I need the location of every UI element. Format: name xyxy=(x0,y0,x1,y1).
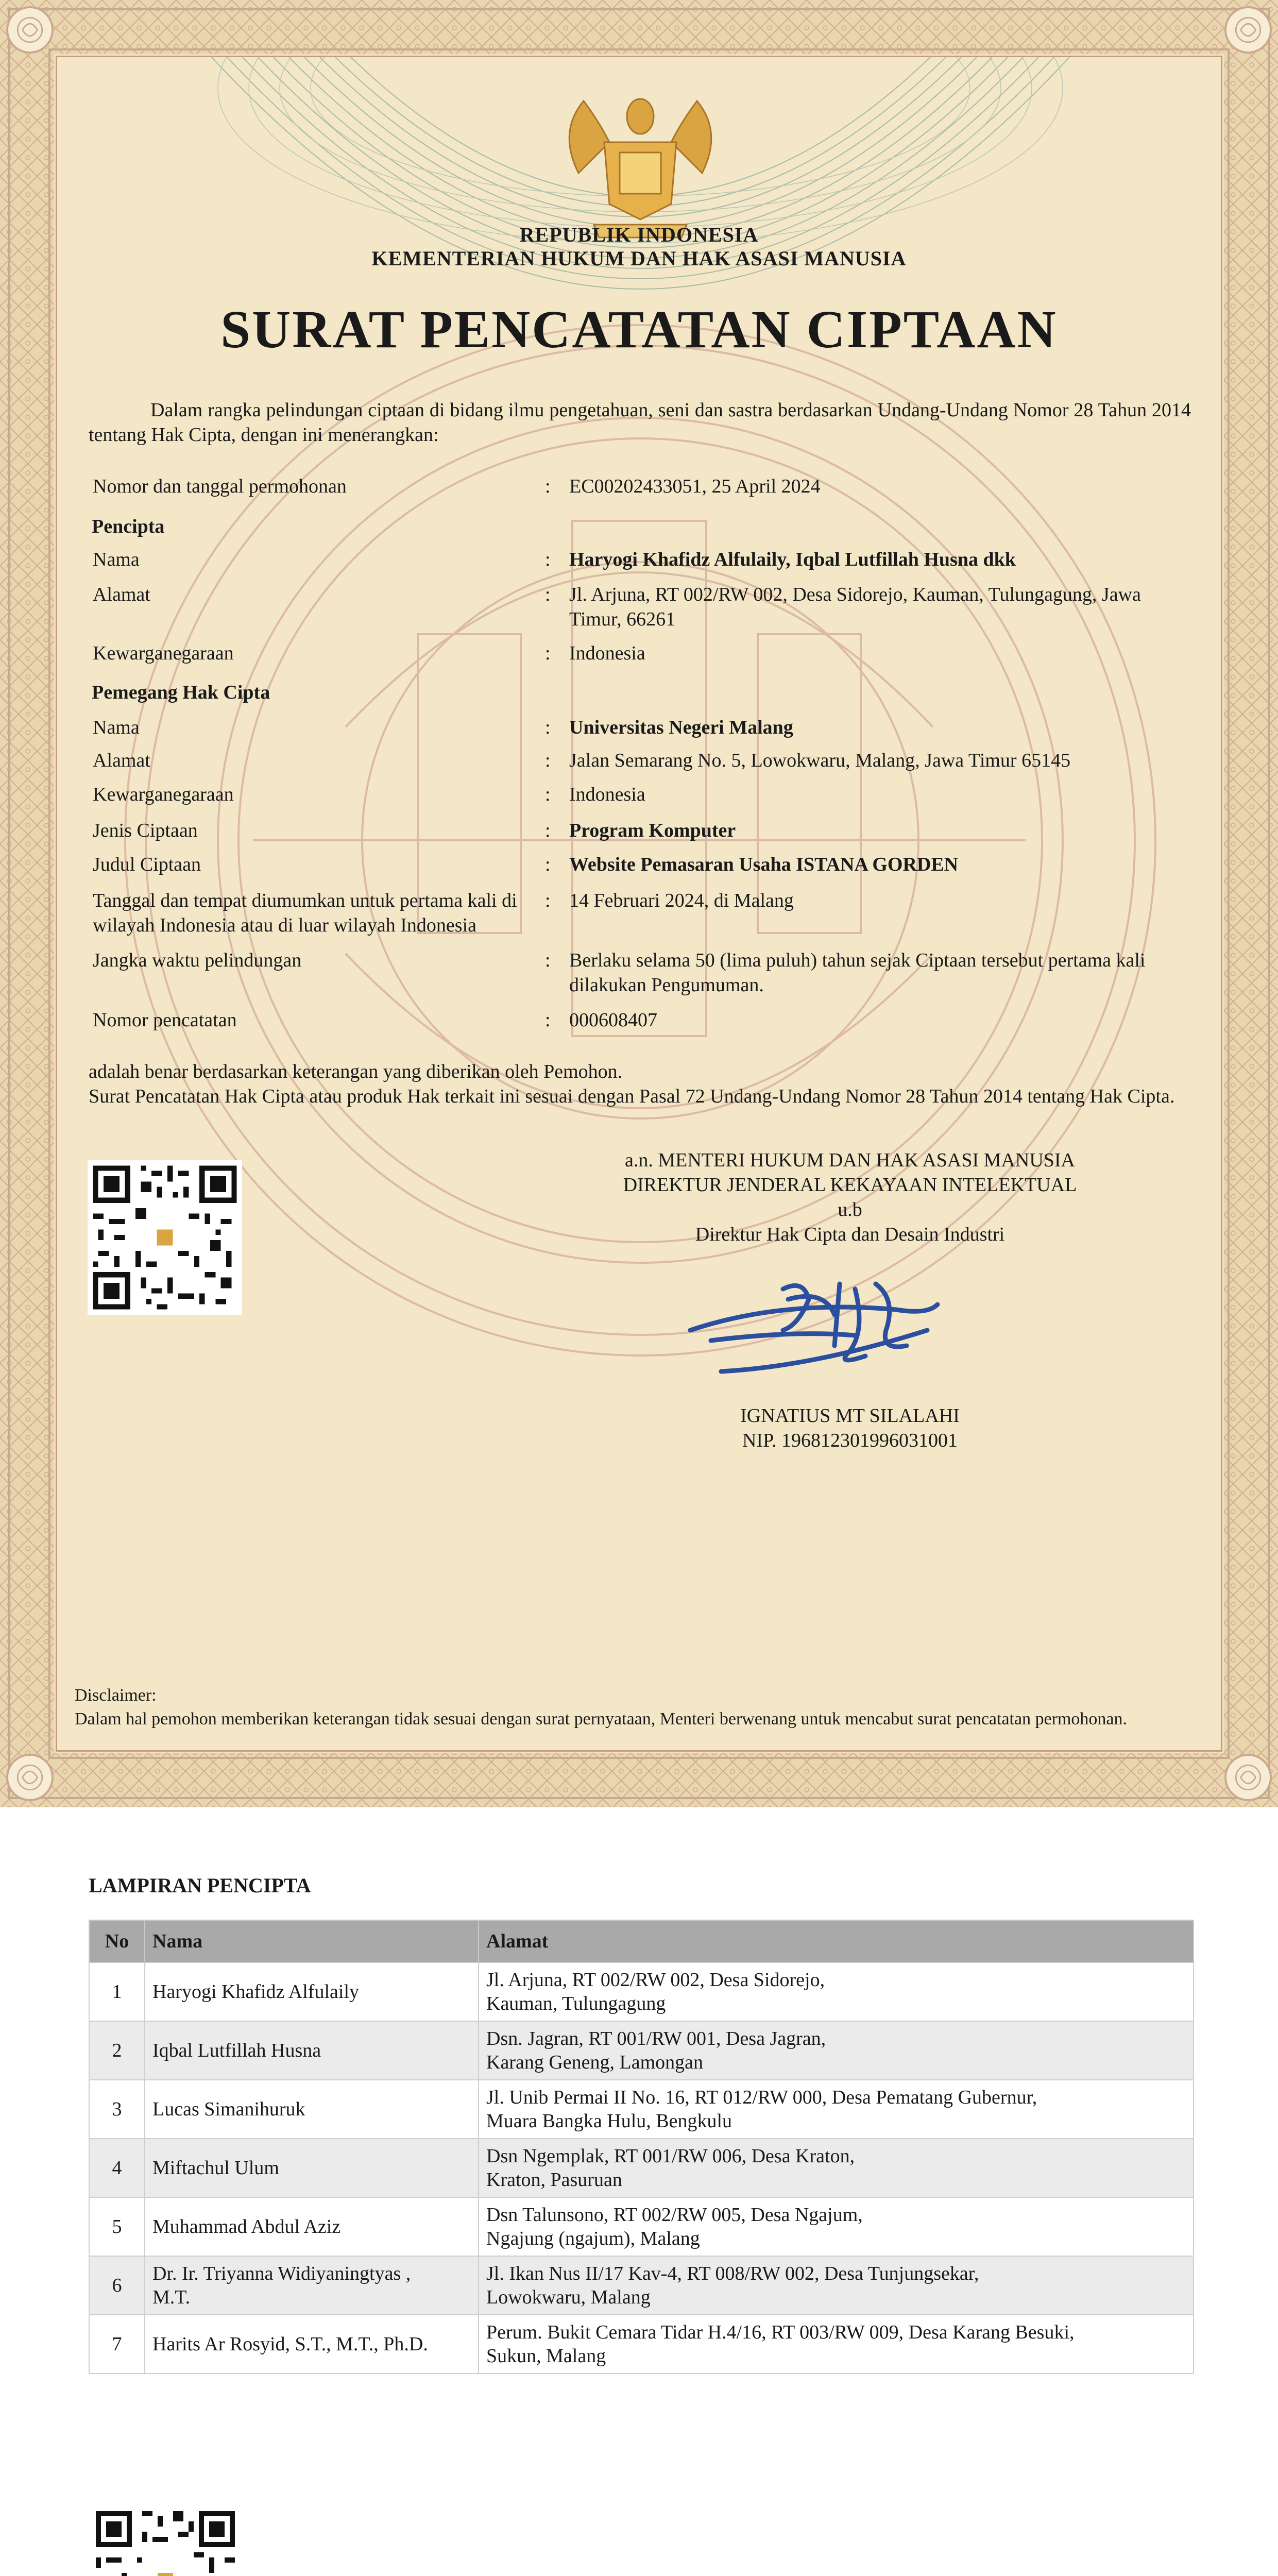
jenis-ciptaan-value: Program Komputer xyxy=(569,820,736,841)
colon: : xyxy=(545,717,551,738)
table-header-row xyxy=(89,1920,1194,1962)
row-nama: Dr. Ir. Triyanna Widiyaningtyas , M.T. xyxy=(145,2256,479,2315)
jangka-waktu-value: Berlaku selama 50 (lima puluh) tahun sejak Ciptaan tersebut pertama kali dilakukan Pengumuman. xyxy=(569,950,1146,996)
colon: : xyxy=(545,950,551,971)
row-alamat: Jl. Arjuna, RT 002/RW 002, Desa Sidorejo, Kauman, Tulungagung xyxy=(479,1962,1194,2021)
pemegang-heading: Pemegang Hak Cipta xyxy=(92,682,270,703)
lampiran-table xyxy=(89,1920,1194,2374)
row-no: 2 xyxy=(89,2021,145,2080)
row-alamat: Jl. Ikan Nus II/17 Kav-4, RT 008/RW 002, Desa Tunjungsekar, Lowokwaru, Malang xyxy=(479,2256,1194,2315)
disclaimer-label: Disclaimer: xyxy=(75,1686,157,1705)
row-no: 1 xyxy=(89,1962,145,2021)
closing-line-2: Surat Pencatatan Hak Cipta atau produk Hak terkait ini sesuai dengan Pasal 72 Undang-Undang Nomor 28 Tahun 2014 tentang Hak Cipta. xyxy=(89,1086,1175,1107)
row-nama: Lucas Simanihuruk xyxy=(145,2080,479,2139)
pemegang-nama-label: Nama xyxy=(93,717,140,738)
intro-paragraph: Dalam rangka pelindungan ciptaan di bidang ilmu pengetahuan, seni dan sastra berdasarkan Undang-Undang Nomor 28 Tahun 2014 tentang Hak Cipta, dengan ini menerangkan: xyxy=(89,399,1191,446)
page-title: SURAT PENCATATAN CIPTAAN xyxy=(220,300,1058,359)
pencipta-nama-value: Haryogi Khafidz Alfulaily, Iqbal Lutfillah Husna dkk xyxy=(569,549,1016,570)
pemegang-alamat-value: Jalan Semarang No. 5, Lowokwaru, Malang, Jawa Timur 65145 xyxy=(569,750,1071,771)
judul-ciptaan-value: Website Pemasaran Usaha ISTANA GORDEN xyxy=(569,854,959,875)
judul-ciptaan-label: Judul Ciptaan xyxy=(93,854,201,875)
colon: : xyxy=(545,549,551,570)
pencipta-nama-label: Nama xyxy=(93,549,140,570)
row-alamat: Dsn Ngemplak, RT 001/RW 006, Desa Kraton, Kraton, Pasuruan xyxy=(479,2139,1194,2197)
colon: : xyxy=(545,642,551,664)
table-row xyxy=(89,2139,1194,2197)
header-republik: REPUBLIK INDONESIA xyxy=(519,223,759,246)
nomor-pencatatan-value: 000608407 xyxy=(569,1009,657,1031)
table-row xyxy=(89,1962,1194,2021)
qr-code-lampiran xyxy=(91,2506,240,2576)
tanggal-diumumkan-value: 14 Februari 2024, di Malang xyxy=(569,890,794,911)
colon: : xyxy=(545,476,551,497)
column-header-nama: Nama xyxy=(145,1920,479,1962)
row-alamat: Dsn. Jagran, RT 001/RW 001, Desa Jagran, Karang Geneng, Lamongan xyxy=(479,2021,1194,2080)
signature-line-4: Direktur Hak Cipta dan Desain Industri xyxy=(695,1224,1005,1245)
table-row xyxy=(89,2315,1194,2374)
row-no: 5 xyxy=(89,2197,145,2256)
colon: : xyxy=(545,854,551,875)
colon: : xyxy=(545,584,551,605)
pemegang-kewarganegaraan-value: Indonesia xyxy=(569,784,645,805)
handwritten-signature xyxy=(680,1268,948,1387)
colon: : xyxy=(545,784,551,805)
jenis-ciptaan-label: Jenis Ciptaan xyxy=(93,820,198,841)
signature-line-3: u.b xyxy=(838,1199,862,1221)
colon: : xyxy=(545,890,551,911)
pemegang-nama-value: Universitas Negeri Malang xyxy=(569,717,793,738)
row-no: 3 xyxy=(89,2080,145,2139)
colon: : xyxy=(545,820,551,841)
signature-line-2: DIREKTUR JENDERAL KEKAYAAN INTELEKTUAL xyxy=(623,1174,1077,1196)
signature-line-1: a.n. MENTERI HUKUM DAN HAK ASASI MANUSIA xyxy=(625,1149,1075,1171)
pencipta-alamat-value: Jl. Arjuna, RT 002/RW 002, Desa Sidorejo, Kauman, Tulungagung, Jawa Timur, 66261 xyxy=(569,584,1141,630)
row-nama: Iqbal Lutfillah Husna xyxy=(145,2021,479,2080)
nomor-permohonan-label: Nomor dan tanggal permohonan xyxy=(93,476,347,497)
table-row xyxy=(89,2080,1194,2139)
table-row xyxy=(89,2197,1194,2256)
row-nama: Haryogi Khafidz Alfulaily xyxy=(145,1962,479,2021)
pencipta-heading: Pencipta xyxy=(92,516,165,537)
table-row xyxy=(89,2021,1194,2080)
row-no: 6 xyxy=(89,2256,145,2315)
lampiran-title: LAMPIRAN PENCIPTA xyxy=(89,1874,311,1897)
disclaimer-text: Dalam hal pemohon memberikan keterangan tidak sesuai dengan surat pernyataan, Menteri berwenang untuk mencabut surat pencatatan permohonan. xyxy=(75,1709,1128,1728)
row-nama: Muhammad Abdul Aziz xyxy=(145,2197,479,2256)
row-nama: Harits Ar Rosyid, S.T., M.T., Ph.D. xyxy=(145,2315,479,2374)
colon: : xyxy=(545,1009,551,1031)
pencipta-kewarganegaraan-label: Kewarganegaraan xyxy=(93,642,234,664)
signatory-name: IGNATIUS MT SILALAHI xyxy=(740,1405,960,1427)
pencipta-kewarganegaraan-value: Indonesia xyxy=(569,642,645,664)
pemegang-kewarganegaraan-label: Kewarganegaraan xyxy=(93,784,234,805)
column-header-alamat: Alamat xyxy=(479,1920,1194,1962)
qr-code xyxy=(88,1160,242,1315)
closing-line-1: adalah benar berdasarkan keterangan yang diberikan oleh Pemohon. xyxy=(89,1061,623,1082)
nomor-pencatatan-label: Nomor pencatatan xyxy=(93,1009,237,1031)
tanggal-diumumkan-label: Tanggal dan tempat diumumkan untuk pertama kali di wilayah Indonesia atau di luar wilayah Indonesia xyxy=(93,890,517,936)
row-no: 7 xyxy=(89,2315,145,2374)
nomor-permohonan-value: EC00202433051, 25 April 2024 xyxy=(569,476,821,497)
header-kementerian: KEMENTERIAN HUKUM DAN HAK ASASI MANUSIA xyxy=(371,247,907,270)
row-nama: Miftachul Ulum xyxy=(145,2139,479,2197)
row-alamat: Dsn Talunsono, RT 002/RW 005, Desa Ngajum, Ngajung (ngajum), Malang xyxy=(479,2197,1194,2256)
jangka-waktu-label: Jangka waktu pelindungan xyxy=(93,950,302,971)
row-alamat: Perum. Bukit Cemara Tidar H.4/16, RT 003/RW 009, Desa Karang Besuki, Sukun, Malang xyxy=(479,2315,1194,2374)
table-row xyxy=(89,2256,1194,2315)
column-header-no: No xyxy=(89,1920,145,1962)
row-no: 4 xyxy=(89,2139,145,2197)
row-alamat: Jl. Unib Permai II No. 16, RT 012/RW 000, Desa Pematang Gubernur, Muara Bangka Hulu, Bengkulu xyxy=(479,2080,1194,2139)
signatory-nip: NIP. 196812301996031001 xyxy=(742,1430,958,1451)
pemegang-alamat-label: Alamat xyxy=(93,750,150,771)
colon: : xyxy=(545,750,551,771)
pencipta-alamat-label: Alamat xyxy=(93,584,150,605)
